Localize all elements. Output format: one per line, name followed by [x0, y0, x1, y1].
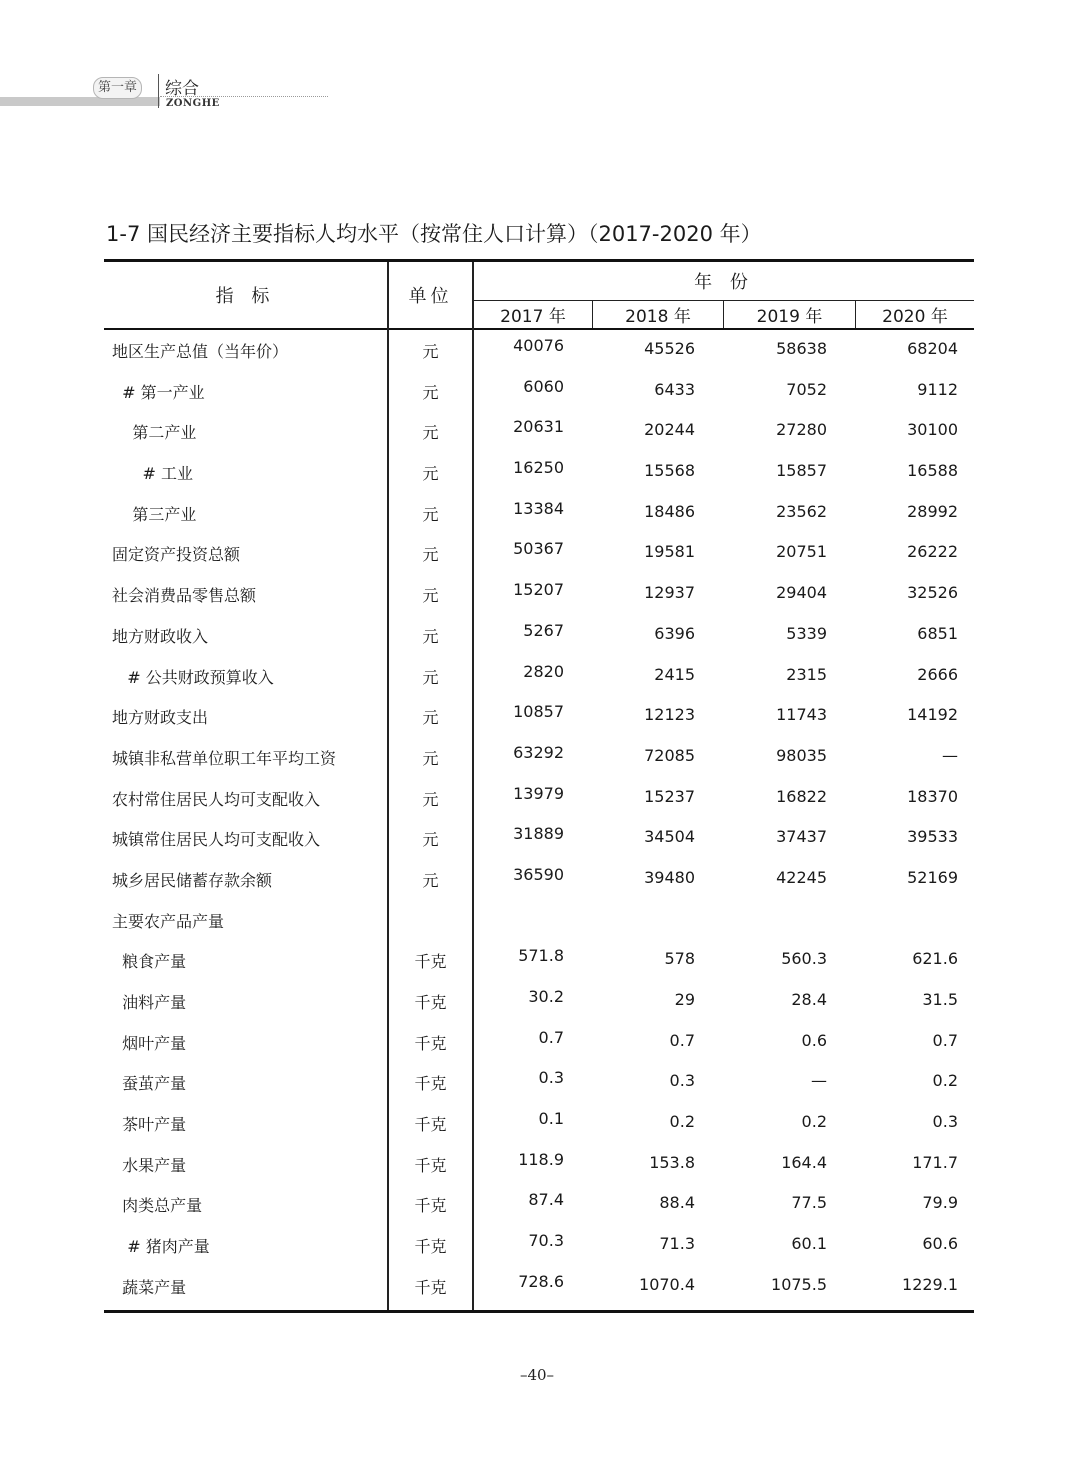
- row-value-2019: 42245: [776, 867, 827, 887]
- row-value-2017: 0.3: [538, 1068, 564, 1088]
- row-indicator: 地方财政支出: [112, 708, 209, 728]
- header-indicator: 指 标: [215, 286, 276, 307]
- row-indicator: 社会消费品零售总额: [112, 586, 257, 606]
- row-value-2019: 560.3: [781, 949, 827, 969]
- header-bar: [0, 97, 160, 106]
- row-value-2020: 171.7: [912, 1152, 958, 1172]
- row-value-2019: —: [811, 1071, 827, 1091]
- row-indicator: 肉类总产量: [112, 1196, 203, 1216]
- row-unit: 元: [422, 708, 439, 728]
- row-value-2017: 30.2: [528, 987, 564, 1006]
- row-value-2019: 23562: [776, 501, 827, 521]
- row-value-2018: 29: [674, 990, 695, 1009]
- table-row: [104, 818, 974, 859]
- row-indicator: 农村常住居民人均可支配收入: [112, 789, 321, 809]
- row-value-2019: 15857: [776, 461, 827, 481]
- row-unit: 千克: [414, 1277, 447, 1297]
- row-value-2020: 0.7: [932, 1030, 958, 1050]
- row-value-2020: 0.2: [932, 1071, 958, 1091]
- table-row: [104, 493, 974, 534]
- row-value-2017: 40076: [513, 336, 564, 355]
- row-value-2020: 30100: [907, 420, 958, 440]
- header-unit: 单位: [408, 286, 453, 307]
- table-row: [104, 859, 974, 900]
- row-unit: 千克: [414, 1196, 447, 1216]
- row-indicator: # 工业: [112, 464, 194, 484]
- row-value-2020: 68204: [907, 339, 958, 358]
- header-year-2020: 2020 年: [882, 307, 948, 327]
- row-value-2018: 0.3: [669, 1071, 695, 1091]
- table-row: [104, 615, 974, 656]
- row-value-2017: 87.4: [528, 1190, 564, 1210]
- row-indicator: 第二产业: [112, 423, 197, 443]
- row-value-2018: 6433: [654, 379, 695, 399]
- row-unit: 千克: [414, 1074, 447, 1094]
- header-separator: [158, 74, 159, 108]
- row-value-2017: 10857: [513, 702, 564, 722]
- chapter-badge: 第一章: [93, 77, 142, 99]
- row-indicator: 水果产量: [112, 1155, 187, 1175]
- table-bottom-rule: [104, 1310, 974, 1313]
- row-value-2019: 28.4: [791, 990, 827, 1009]
- table-row: [104, 411, 974, 452]
- header-years-group: 年 份: [694, 272, 754, 293]
- row-value-2019: 16822: [776, 786, 827, 806]
- row-indicator: # 公共财政预算收入: [112, 667, 274, 687]
- row-value-2019: 5339: [786, 623, 827, 643]
- row-value-2018: 12123: [644, 705, 695, 725]
- row-indicator: 第三产业: [112, 504, 197, 524]
- row-value-2017: 13384: [513, 498, 564, 518]
- row-value-2017: 15207: [513, 580, 564, 600]
- table-row: [104, 1103, 974, 1144]
- page-number: –40–: [519, 1366, 555, 1384]
- row-value-2017: 31889: [513, 824, 564, 844]
- table-row: [104, 574, 974, 615]
- row-value-2017: 13979: [513, 783, 564, 803]
- row-value-2018: 1070.4: [639, 1274, 695, 1294]
- chapter-pinyin: ZONGHE: [166, 98, 220, 109]
- row-indicator: 油料产量: [112, 993, 187, 1012]
- row-value-2017: 0.7: [538, 1027, 564, 1047]
- row-value-2017: 20631: [513, 417, 564, 437]
- row-value-2020: 79.9: [922, 1193, 958, 1213]
- row-unit: 千克: [414, 1115, 447, 1135]
- row-value-2018: 88.4: [659, 1193, 695, 1213]
- row-value-2018: 45526: [644, 339, 695, 358]
- row-unit: 元: [422, 504, 439, 524]
- row-value-2018: 0.7: [669, 1030, 695, 1050]
- row-value-2017: 0.1: [538, 1109, 564, 1129]
- row-indicator: 地方财政收入: [112, 626, 209, 646]
- row-value-2018: 578: [664, 949, 695, 969]
- row-value-2020: 28992: [907, 501, 958, 521]
- row-unit: 元: [422, 667, 439, 687]
- row-value-2019: 27280: [776, 420, 827, 440]
- row-value-2019: 1075.5: [771, 1274, 827, 1294]
- table-row: [104, 940, 974, 981]
- row-value-2019: 164.4: [781, 1152, 827, 1172]
- row-value-2017: 118.9: [518, 1149, 564, 1169]
- row-value-2020: 9112: [917, 379, 958, 399]
- row-value-2019: 2315: [786, 664, 827, 684]
- row-value-2017: 36590: [513, 864, 564, 884]
- row-value-2018: 12937: [644, 583, 695, 603]
- table-row: [104, 330, 974, 371]
- row-unit: 千克: [414, 1033, 447, 1053]
- table-row: [104, 1266, 974, 1307]
- row-value-2019: 98035: [776, 745, 827, 765]
- row-value-2017: 16250: [513, 458, 564, 478]
- row-unit: 元: [422, 464, 439, 484]
- row-value-2020: 14192: [907, 705, 958, 725]
- table-row: [104, 1144, 974, 1185]
- table-row: [104, 452, 974, 493]
- row-value-2019: 29404: [776, 583, 827, 603]
- table-row: [104, 656, 974, 697]
- row-value-2019: 58638: [776, 339, 827, 358]
- row-unit: 千克: [414, 1237, 447, 1257]
- row-value-2018: 71.3: [659, 1234, 695, 1254]
- row-value-2018: 15237: [644, 786, 695, 806]
- row-unit: 元: [422, 586, 439, 606]
- row-value-2019: 0.2: [801, 1112, 827, 1132]
- row-indicator: 茶叶产量: [112, 1115, 187, 1135]
- table-row: [104, 981, 974, 1022]
- row-unit: 元: [422, 342, 439, 361]
- row-unit: 千克: [414, 952, 447, 972]
- table-row: [104, 533, 974, 574]
- row-value-2017: 50367: [513, 539, 564, 559]
- row-value-2020: 2666: [917, 664, 958, 684]
- row-unit: 元: [422, 830, 439, 850]
- row-value-2017: 70.3: [528, 1231, 564, 1251]
- table-row: [104, 371, 974, 412]
- table-row: [104, 1062, 974, 1103]
- row-unit: 元: [422, 789, 439, 809]
- row-indicator: 城镇常住居民人均可支配收入: [112, 830, 321, 850]
- row-unit: 元: [422, 626, 439, 646]
- table-row: [104, 1225, 974, 1266]
- row-value-2017: 2820: [523, 661, 564, 681]
- row-value-2018: 153.8: [649, 1152, 695, 1172]
- row-value-2019: 7052: [786, 379, 827, 399]
- row-value-2019: 77.5: [791, 1193, 827, 1213]
- row-value-2019: 60.1: [791, 1234, 827, 1254]
- row-value-2019: 20751: [776, 542, 827, 562]
- row-unit: 元: [422, 423, 439, 443]
- row-value-2017: 728.6: [518, 1271, 564, 1291]
- row-unit: 元: [422, 748, 439, 768]
- row-value-2018: 34504: [644, 827, 695, 847]
- table-row: [104, 1184, 974, 1225]
- row-value-2020: 18370: [907, 786, 958, 806]
- row-value-2020: 60.6: [922, 1234, 958, 1254]
- row-value-2017: 63292: [513, 742, 564, 762]
- row-value-2019: 11743: [776, 705, 827, 725]
- row-value-2018: 15568: [644, 461, 695, 481]
- header-year-2018: 2018 年: [625, 307, 691, 327]
- row-value-2018: 18486: [644, 501, 695, 521]
- row-value-2017: 6060: [523, 376, 564, 396]
- row-indicator: 蚕茧产量: [112, 1074, 187, 1094]
- row-value-2020: —: [942, 745, 958, 765]
- row-value-2020: 26222: [907, 542, 958, 562]
- row-indicator: 蔬菜产量: [112, 1277, 187, 1297]
- row-value-2020: 6851: [917, 623, 958, 643]
- row-value-2018: 19581: [644, 542, 695, 562]
- row-value-2018: 0.2: [669, 1112, 695, 1132]
- table-row: [104, 778, 974, 819]
- row-value-2018: 20244: [644, 420, 695, 440]
- row-value-2020: 32526: [907, 583, 958, 603]
- row-value-2020: 621.6: [912, 949, 958, 969]
- row-indicator: # 第一产业: [112, 382, 205, 402]
- row-value-2017: 571.8: [518, 946, 564, 966]
- row-indicator: 固定资产投资总额: [112, 545, 241, 565]
- table-row: [104, 900, 974, 941]
- row-value-2019: 0.6: [801, 1030, 827, 1050]
- row-indicator: 城乡居民储蓄存款余额: [112, 870, 273, 890]
- table-body: [104, 330, 974, 1307]
- row-value-2017: 5267: [523, 620, 564, 640]
- row-indicator: 地区生产总值（当年价）: [112, 342, 289, 361]
- row-value-2020: 1229.1: [902, 1274, 958, 1294]
- header-year-2017: 2017 年: [500, 307, 566, 327]
- table-row: [104, 1022, 974, 1063]
- row-indicator: 烟叶产量: [112, 1033, 187, 1053]
- row-indicator: 粮食产量: [112, 952, 187, 972]
- row-unit: 元: [422, 545, 439, 565]
- row-value-2020: 0.3: [932, 1112, 958, 1132]
- table-row: [104, 737, 974, 778]
- row-value-2018: 72085: [644, 745, 695, 765]
- table-title: 1-7 国民经济主要指标人均水平（按常住人口计算）（2017-2020 年）: [106, 222, 762, 246]
- row-unit: 千克: [414, 993, 447, 1012]
- row-value-2018: 2415: [654, 664, 695, 684]
- row-value-2018: 6396: [654, 623, 695, 643]
- header-year-2019: 2019 年: [756, 307, 823, 327]
- row-value-2020: 16588: [907, 461, 958, 481]
- row-indicator: 主要农产品产量: [112, 911, 225, 931]
- table-row: [104, 696, 974, 737]
- row-unit: 元: [422, 870, 439, 890]
- row-indicator: 城镇非私营单位职工年平均工资: [112, 748, 337, 768]
- row-indicator: # 猪肉产量: [112, 1237, 210, 1257]
- row-value-2020: 52169: [907, 867, 958, 887]
- row-unit: 千克: [414, 1155, 447, 1175]
- row-value-2019: 37437: [776, 827, 827, 847]
- row-value-2020: 39533: [907, 827, 958, 847]
- chapter-title: 综合: [165, 79, 199, 99]
- row-value-2018: 39480: [644, 867, 695, 887]
- row-value-2020: 31.5: [922, 990, 958, 1009]
- row-unit: 元: [422, 382, 439, 402]
